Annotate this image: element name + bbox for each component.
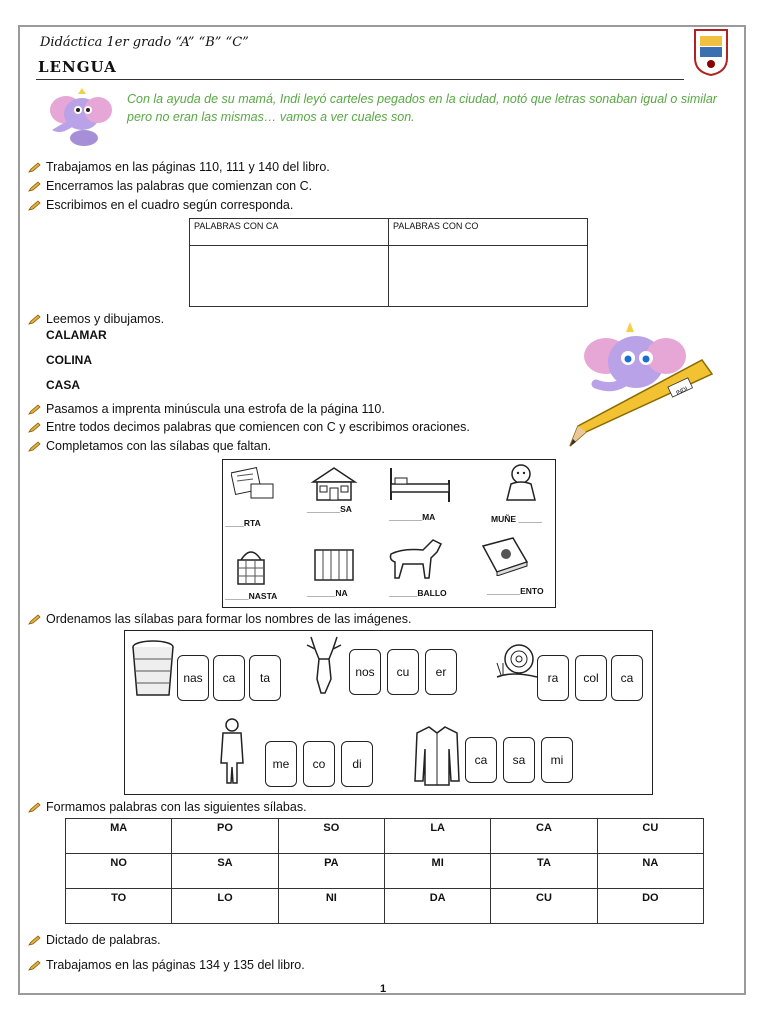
pencil-bullet-icon [28,802,41,813]
course-header: Didáctica 1er grado “A” “B” “C” [40,35,249,50]
syllable-cell: CU [491,889,597,924]
syllable-cell: CA [491,819,597,854]
syllable-cell: SO [278,819,384,854]
table-header-ca: PALABRAS CON CA [190,219,389,246]
syllable-label: MUÑE _____ [491,514,543,524]
instruction-item: Formamos palabras con las siguientes sílabas. [28,800,307,814]
instruction-item: Completamos con las sílabas que faltan. [28,439,271,453]
syllable-cell: DO [597,889,703,924]
syllable-cell: PO [172,819,278,854]
syllable-label: _____NASTA [225,591,278,601]
syllable-label: _______MA [389,512,436,522]
syllable-card[interactable]: mi [541,737,573,783]
syllable-label: _______ENTO [487,586,544,596]
syllable-cell: SA [172,854,278,889]
horse-icon [383,536,447,582]
syllable-label: ____RTA [225,518,261,528]
doll-icon [499,462,543,504]
syllable-cell: MA [66,819,172,854]
syllable-card[interactable]: nas [177,655,209,701]
syllable-card[interactable]: nos [349,649,381,695]
syllable-cell: DA [384,889,490,924]
pencil-bullet-icon [28,314,41,325]
table-header-co: PALABRAS CON CO [389,219,588,246]
syllable-card[interactable]: ca [465,737,497,783]
instruction-item: Entre todos decimos palabras que comiencen con C y escribimos oraciones. [28,420,470,434]
page-number: 1 [380,983,387,995]
syllable-cell: MI [384,854,490,889]
syllable-cell: LA [384,819,490,854]
syllable-cell: TA [491,854,597,889]
doctor-icon [217,717,247,787]
instruction-item: Ordenamos las sílabas para formar los nombres de las imágenes. [28,612,411,626]
instruction-item: Trabajamos en las páginas 134 y 135 del libro. [28,958,305,972]
draw-word: CALAMAR [46,328,107,342]
syllable-card[interactable]: me [265,741,297,787]
table-row [66,819,704,854]
instruction-item: Dictado de palabras. [28,933,161,947]
classify-table [189,218,588,307]
syllable-card[interactable]: ta [249,655,281,701]
pencil-bullet-icon [28,614,41,625]
pencil-bullet-icon [28,441,41,452]
syllable-card[interactable]: sa [503,737,535,783]
syllable-cell: PA [278,854,384,889]
pencil-label: INDI [675,386,689,397]
bed-icon [387,464,453,504]
house-icon [309,466,359,502]
instruction-item: Trabajamos en las páginas 110, 111 y 140 del libro. [28,160,330,174]
instruction-item: Escribimos en el cuadro según corresponda. [28,198,293,212]
order-syllables-box [124,630,653,795]
intro-text: Con la ayuda de su mamá, Indi leyó carteles pegados en la ciudad, notó que letras sonaban igual o similar pero no eran las mismas… vamos a ver cuales son. [127,92,717,124]
pencil-bullet-icon [28,200,41,211]
pencil-bullet-icon [28,162,41,173]
basket-icon [235,544,267,586]
letters-icon [231,466,277,502]
draw-word: CASA [46,378,81,392]
syllable-card[interactable]: ra [537,655,569,701]
instruction-item: Encerramos las palabras que comienzan con C. [28,179,312,193]
pencil-bullet-icon [28,404,41,415]
syllables-table [65,818,704,924]
syllable-cell: NI [278,889,384,924]
syllable-card[interactable]: ca [611,655,643,701]
instruction-item: Pasamos a imprenta minúscula una estrofa de la página 110. [28,402,385,416]
instruction-item: Leemos y dibujamos. [28,312,164,326]
syllable-cell: CU [597,819,703,854]
pencil-bullet-icon [28,935,41,946]
table-row [66,889,704,924]
basket-icon [129,639,177,699]
syllable-card[interactable]: di [341,741,373,787]
answer-cell-ca[interactable] [190,246,389,307]
syllable-cell: LO [172,889,278,924]
header-divider [36,79,684,80]
syllable-card[interactable]: col [575,655,607,701]
elephant-mascot-icon [42,86,122,148]
missing-syllables-box [222,459,556,608]
syllable-card[interactable]: cu [387,649,419,695]
answer-cell-co[interactable] [389,246,588,307]
syllable-cell: NA [597,854,703,889]
elephant-with-pencil-icon [566,322,716,452]
snail-icon [493,637,539,685]
crib-icon [311,544,357,584]
syllable-cell: NO [66,854,172,889]
subject-title: LENGUA [38,58,117,76]
syllable-cell: TO [66,889,172,924]
school-crest-icon [693,28,729,76]
book-icon [479,536,531,576]
pencil-bullet-icon [28,422,41,433]
syllable-card[interactable]: er [425,649,457,695]
syllable-card[interactable]: ca [213,655,245,701]
syllable-label: ______NA [307,588,348,598]
shirt-icon [413,725,461,787]
deer-icon [301,635,347,697]
syllable-card[interactable]: co [303,741,335,787]
table-row [66,854,704,889]
syllable-label: _______SA [307,504,352,514]
syllable-label: ______BALLO [389,588,447,598]
pencil-bullet-icon [28,181,41,192]
draw-word: COLINA [46,353,92,367]
pencil-bullet-icon [28,960,41,971]
